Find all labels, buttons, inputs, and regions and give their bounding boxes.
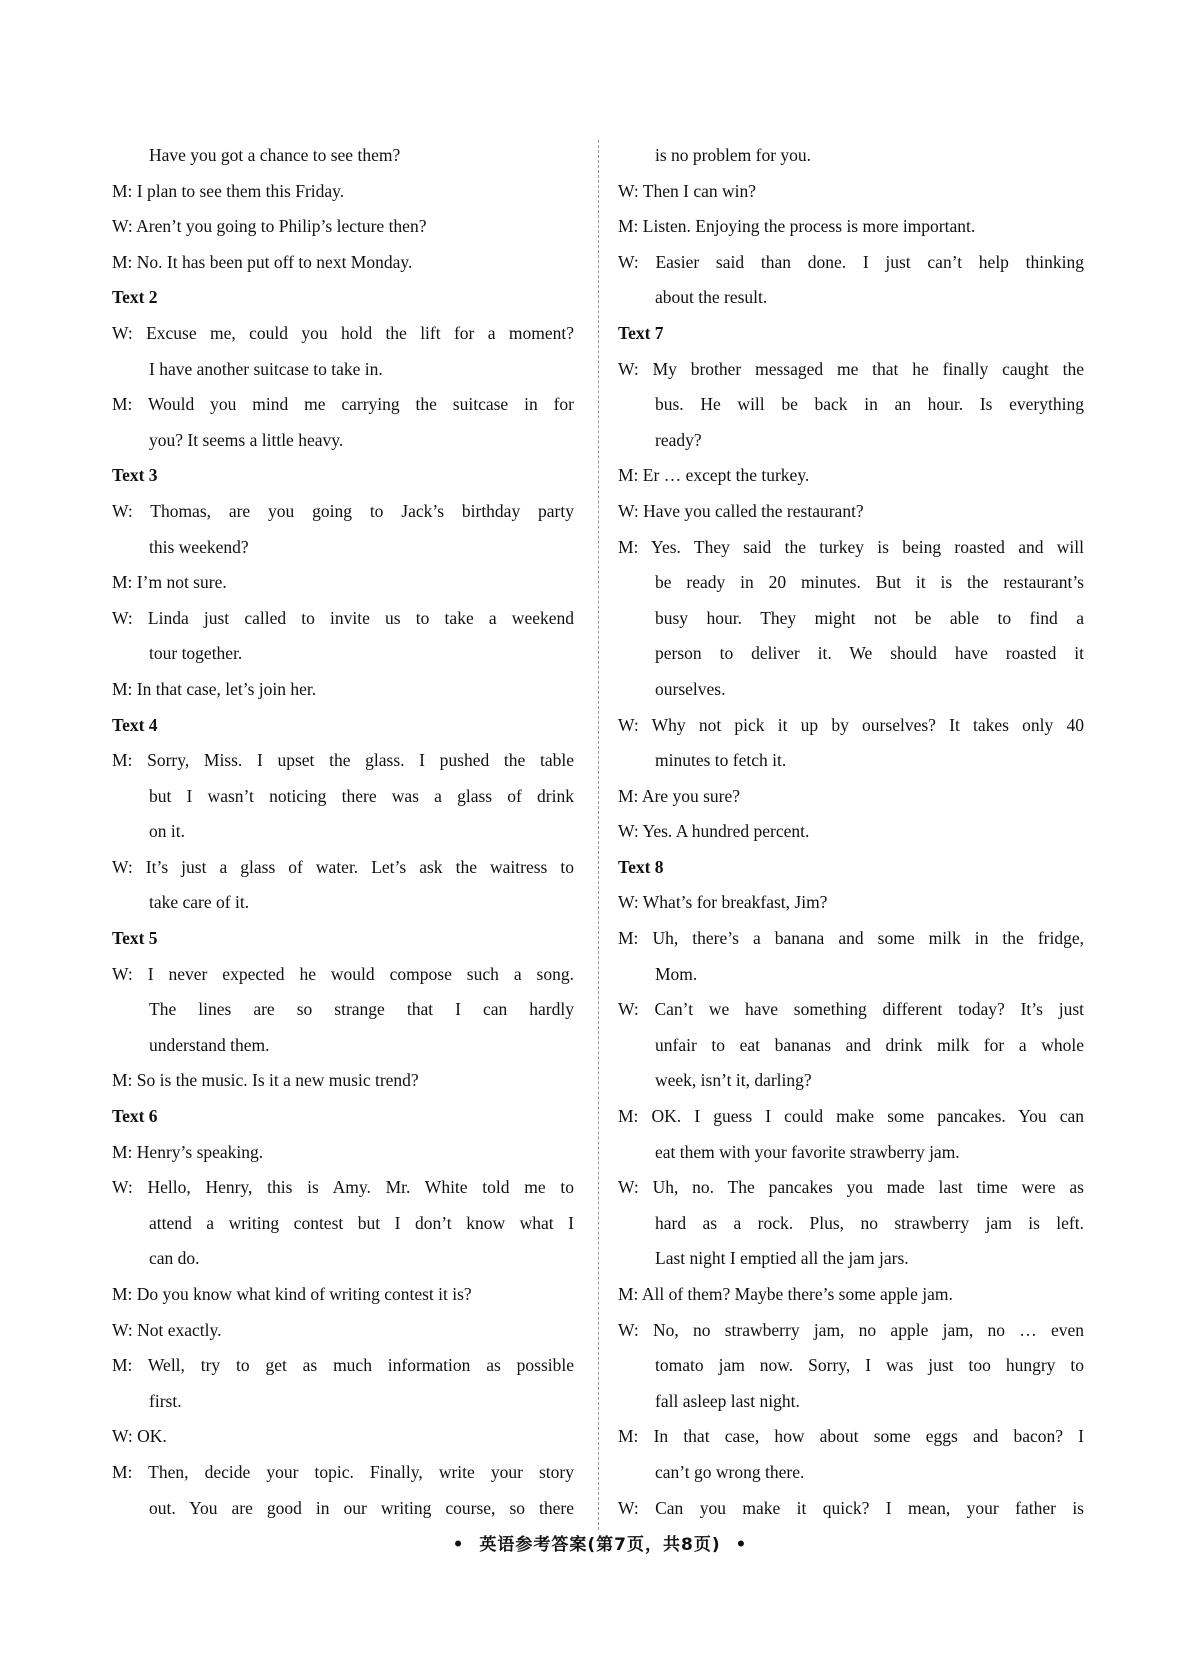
dialogue-line: M: Uh, there’s a banana and some milk in the fridge, [618, 928, 1084, 949]
dialogue-line: M: Listen. Enjoying the process is more important. [618, 216, 976, 237]
dialogue-line: minutes to fetch it. [655, 750, 787, 771]
dialogue-line: The lines are so strange that I can hardly [149, 999, 574, 1020]
dialogue-line: W: Can you make it quick? I mean, your father is [618, 1497, 1084, 1518]
dialogue-line: fall asleep last night. [655, 1390, 800, 1411]
dialogue-line: M: All of them? Maybe there’s some apple jam. [618, 1284, 953, 1304]
dialogue-line: M: In that case, how about some eggs and bacon? I [618, 1426, 1084, 1447]
dialogue-line: ready? [655, 429, 702, 450]
footer-bullet-right: • [735, 1535, 748, 1555]
dialogue-line: out. You are good in our writing course, so there [149, 1497, 574, 1518]
dialogue-line: W: Then I can win? [618, 180, 757, 201]
dialogue-line: tomato jam now. Sorry, I was just too hungry to [655, 1355, 1084, 1376]
dialogue-line: M: So is the music. Is it a new music trend? [112, 1070, 419, 1091]
dialogue-line: M: I plan to see them this Friday. [112, 180, 345, 201]
dialogue-line: M: No. It has been put off to next Monday. [112, 251, 413, 272]
dialogue-line: on it. [149, 821, 185, 842]
section-heading: Text 8 [618, 856, 664, 877]
section-heading: Text 6 [112, 1106, 158, 1127]
dialogue-line: M: I’m not sure. [112, 572, 227, 593]
dialogue-line: W: Yes. A hundred percent. [618, 821, 810, 842]
right-column [618, 138, 1084, 1526]
dialogue-line: W: I never expected he would compose such a song. [112, 963, 574, 984]
dialogue-line: I have another suitcase to take in. [149, 358, 383, 379]
dialogue-line: W: My brother messaged me that he finally caught the [618, 358, 1084, 379]
dialogue-line: Have you got a chance to see them? [149, 145, 401, 165]
section-heading: Text 3 [112, 465, 158, 486]
dialogue-line: bus. He will be back in an hour. Is everything [655, 394, 1084, 415]
dialogue-line: but I wasn’t noticing there was a glass of drink [149, 785, 574, 806]
dialogue-line: Mom. [655, 963, 698, 984]
dialogue-line: M: Sorry, Miss. I upset the glass. I pushed the table [112, 750, 574, 771]
dialogue-line: understand them. [149, 1034, 270, 1055]
dialogue-line: W: Easier said than done. I just can’t help thinking [618, 251, 1084, 272]
dialogue-line: W: Why not pick it up by ourselves? It takes only 40 [618, 714, 1084, 735]
dialogue-line: you? It seems a little heavy. [149, 429, 344, 450]
section-heading: Text 5 [112, 928, 158, 949]
dialogue-line: Last night I emptied all the jam jars. [655, 1248, 909, 1269]
dialogue-line: W: Can’t we have something different today? It’s just [618, 999, 1084, 1020]
dialogue-line: M: Would you mind me carrying the suitcase in for [112, 394, 574, 415]
dialogue-line: be ready in 20 minutes. But it is the restaurant’s [655, 572, 1084, 593]
section-heading: Text 2 [112, 287, 158, 308]
footer-page-label: 英语参考答案(第7页，共8页) [479, 1535, 721, 1555]
dialogue-line: W: OK. [112, 1426, 167, 1447]
dialogue-line: hard as a rock. Plus, no strawberry jam is left. [655, 1212, 1084, 1233]
left-column [112, 138, 574, 1526]
page-footer [0, 1530, 1200, 1555]
dialogue-line: W: Hello, Henry, this is Amy. Mr. White told me to [112, 1177, 574, 1198]
dialogue-line: this weekend? [149, 536, 249, 557]
dialogue-line: busy hour. They might not be able to find a [655, 607, 1084, 628]
dialogue-line: M: Are you sure? [618, 785, 740, 806]
dialogue-line: ourselves. [655, 678, 726, 699]
dialogue-line: W: It’s just a glass of water. Let’s ask the waitress to [112, 856, 574, 877]
section-heading: Text 7 [618, 322, 664, 343]
dialogue-line: unfair to eat bananas and drink milk for a whole [655, 1034, 1084, 1055]
dialogue-line: W: Linda just called to invite us to take a weekend [112, 607, 574, 628]
dialogue-line: person to deliver it. We should have roasted it [655, 643, 1084, 664]
dialogue-line: W: Excuse me, could you hold the lift for a moment? [112, 322, 574, 343]
dialogue-line: first. [149, 1390, 182, 1411]
dialogue-line: eat them with your favorite strawberry jam. [655, 1141, 960, 1162]
dialogue-line: W: Uh, no. The pancakes you made last time were as [618, 1177, 1084, 1198]
dialogue-line: W: No, no strawberry jam, no apple jam, no … even [618, 1319, 1084, 1340]
dialogue-line: week, isn’t it, darling? [655, 1070, 812, 1091]
column-divider [598, 140, 599, 1530]
dialogue-line: about the result. [655, 287, 768, 308]
dialogue-line: W: Not exactly. [112, 1319, 222, 1340]
dialogue-line: W: Thomas, are you going to Jack’s birthday party [112, 500, 574, 521]
dialogue-line: M: In that case, let’s join her. [112, 678, 317, 699]
dialogue-line: M: Yes. They said the turkey is being roasted and will [618, 536, 1084, 557]
dialogue-line: M: OK. I guess I could make some pancakes. You can [618, 1106, 1084, 1127]
dialogue-line: W: What’s for breakfast, Jim? [618, 892, 828, 913]
dialogue-line: can’t go wrong there. [655, 1461, 805, 1482]
dialogue-line: M: Then, decide your topic. Finally, write your story [112, 1461, 574, 1482]
dialogue-line: can do. [149, 1248, 200, 1269]
dialogue-line: W: Have you called the restaurant? [618, 500, 864, 521]
dialogue-line: M: Er … except the turkey. [618, 465, 810, 486]
dialogue-line: attend a writing contest but I don’t know what I [149, 1212, 574, 1233]
section-heading: Text 4 [112, 714, 158, 735]
dialogue-line: M: Well, try to get as much information as possible [112, 1355, 574, 1376]
dialogue-line: is no problem for you. [655, 145, 812, 165]
footer-bullet-left: • [452, 1535, 465, 1555]
dialogue-line: W: Aren’t you going to Philip’s lecture then? [112, 216, 427, 237]
dialogue-line: M: Do you know what kind of writing contest it is? [112, 1284, 472, 1304]
dialogue-line: M: Henry’s speaking. [112, 1141, 264, 1162]
dialogue-line: tour together. [149, 643, 243, 664]
dialogue-line: take care of it. [149, 892, 250, 913]
